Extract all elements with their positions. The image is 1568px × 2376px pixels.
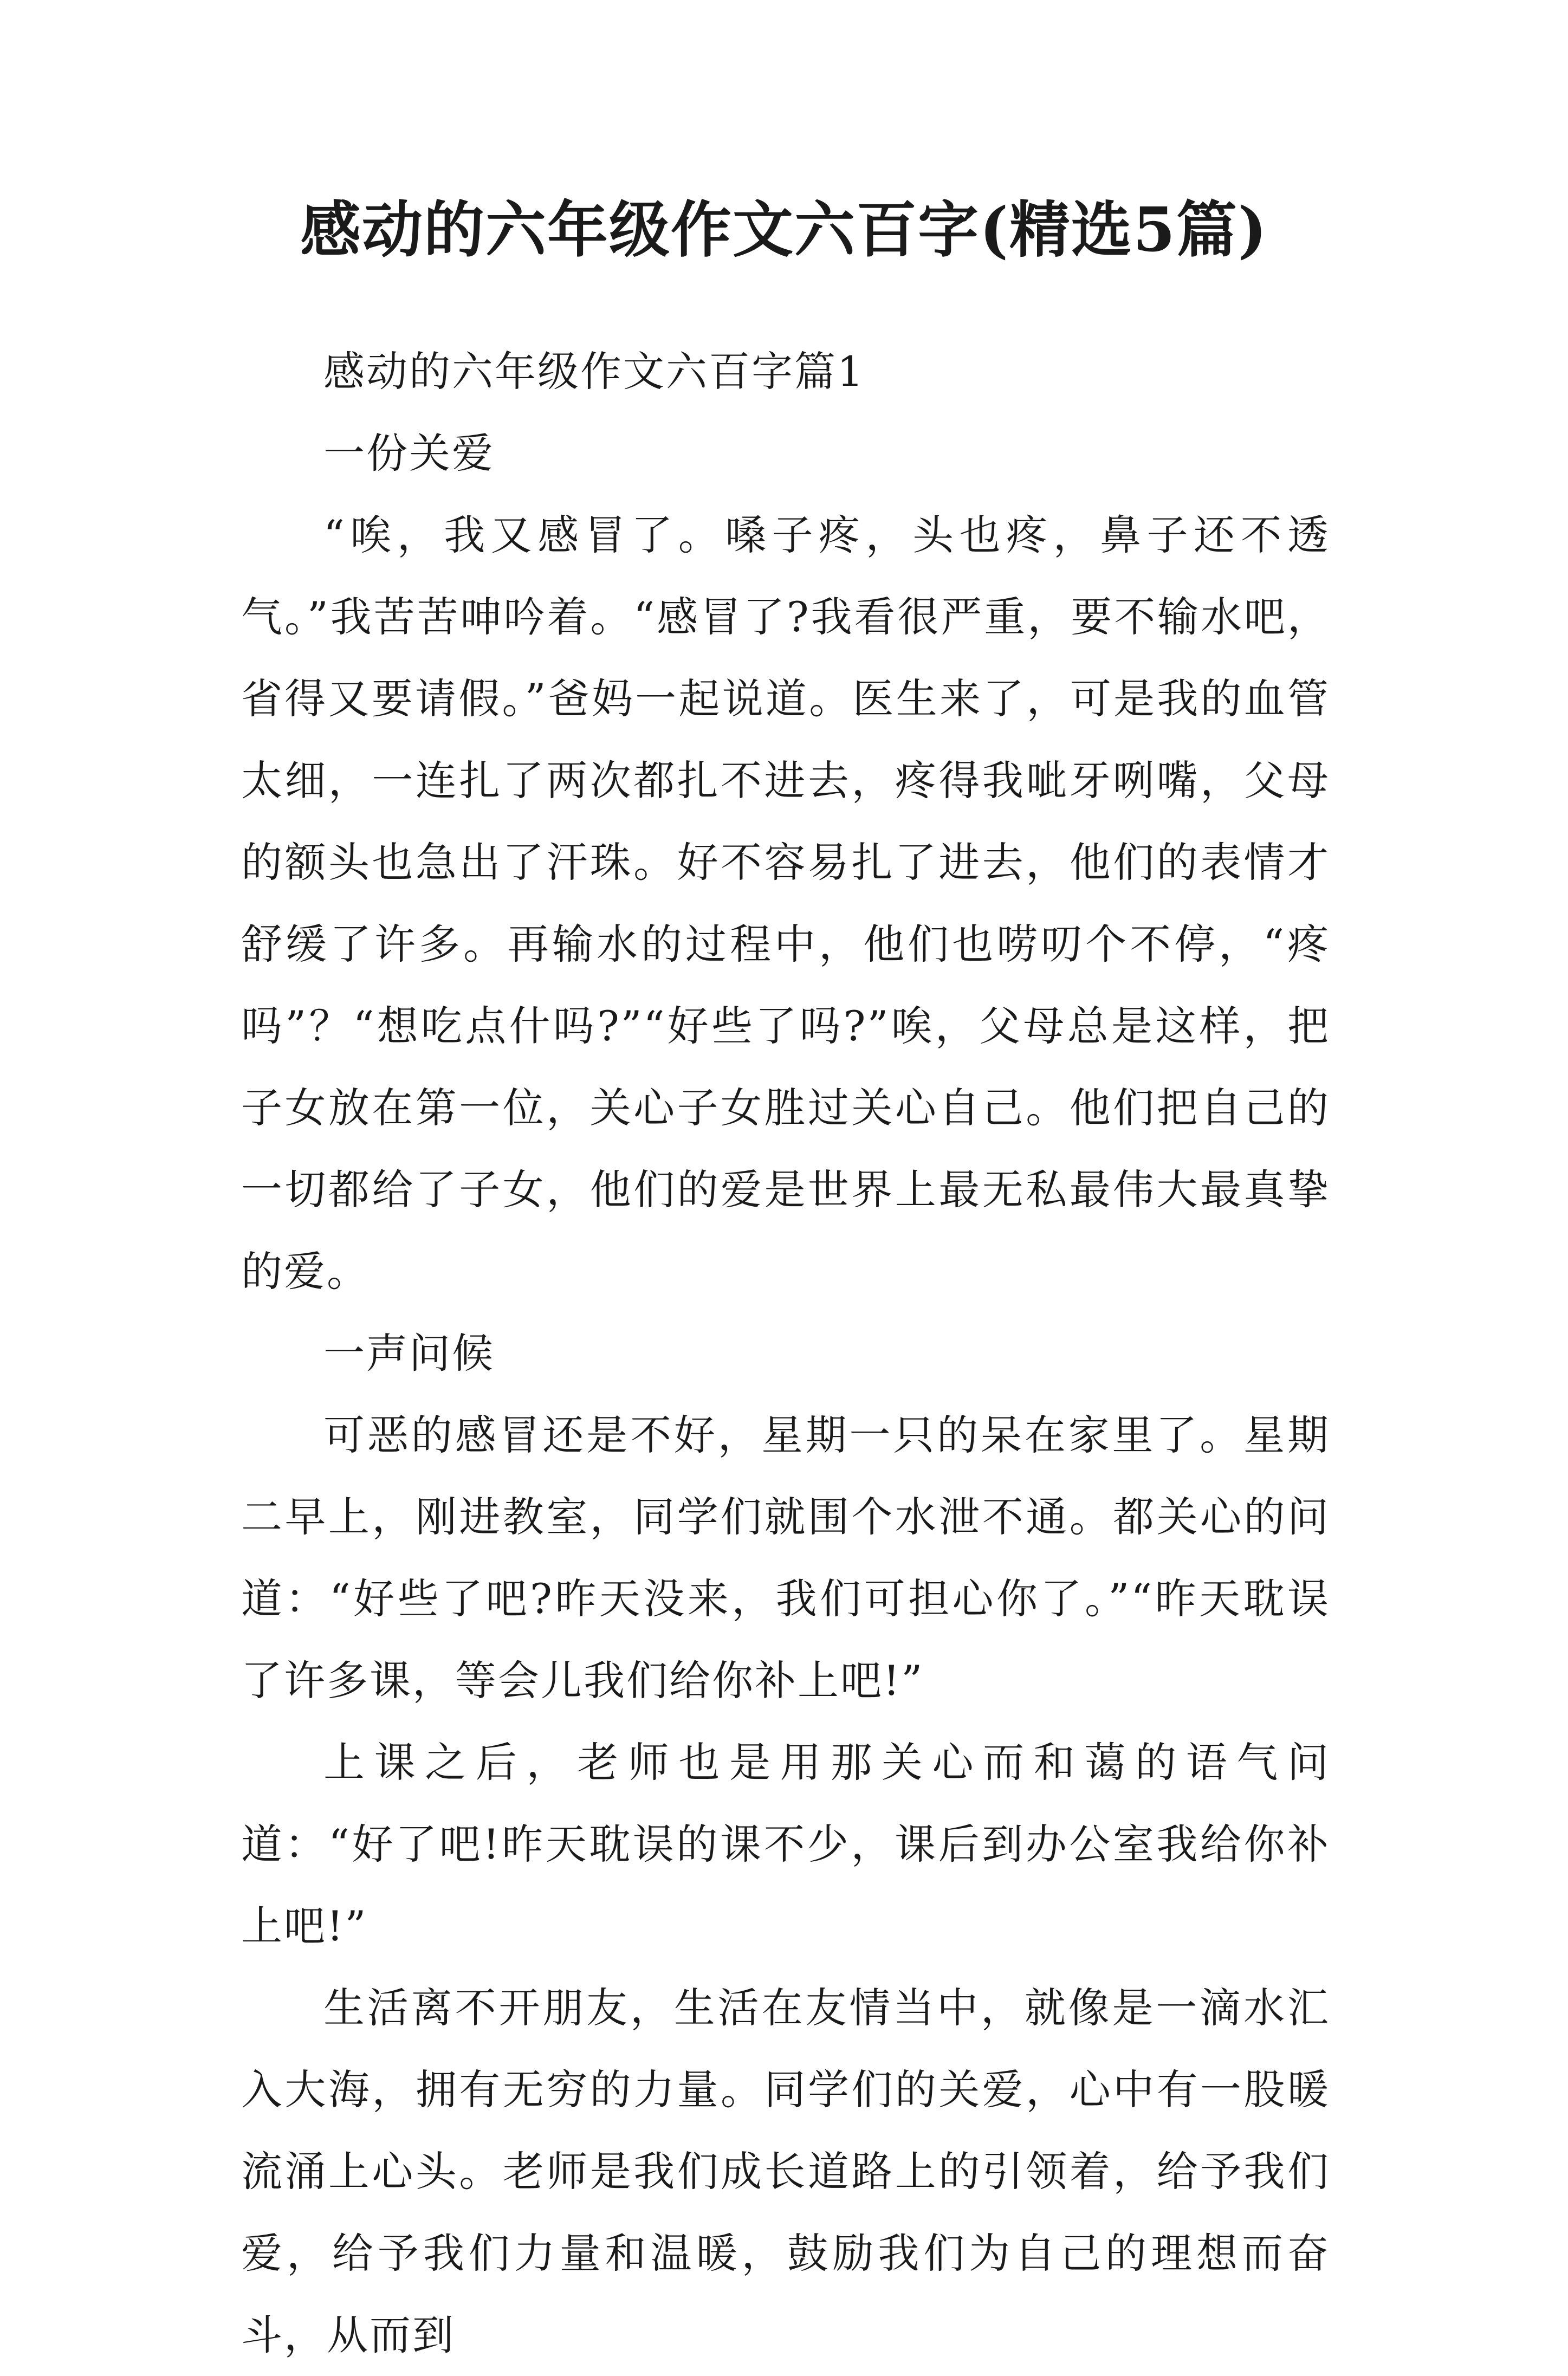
document-title: 感动的六年级作文六百字(精选5篇) bbox=[300, 195, 1268, 266]
section-heading: 感动的六年级作文六百字篇1 bbox=[323, 347, 865, 396]
body-paragraph: “唉，我又感冒了。嗓子疼，头也疼，鼻子还不透气。”我苦苦呻吟着。“感冒了?我看很严重，要不输水吧，省得又要请假。”爸妈一起说道。医生来了，可是我的血管太细，一连扎了两次都扎不进去，疼得我呲牙咧嘴，父母的额头也急出了汗珠。好不容易扎了进去，他们的表情才舒缓了许多。再输水的过程中，他们也唠叨个不停，“疼吗”？“想吃点什吗?”“好些了吗?”唉，父母总是这样，把子女放在第一位，关心子女胜过关心自己。他们把自己的一切都给了子女，他们的爱是世界上最无私最伟大最真挚的爱。 bbox=[241, 511, 1330, 1296]
body-paragraph: 可恶的感冒还是不好，星期一只的呆在家里了。星期二早上，刚进教室，同学们就围个水泄不通。都关心的问道：“好些了吧?昨天没来，我们可担心你了。”“昨天耽误了许多课，等会儿我们给你补上吧!” bbox=[241, 1411, 1330, 1705]
body-paragraph: 上课之后，老师也是用那关心而和蔼的语气问道：“好了吧!昨天耽误的课不少，课后到办公室我给你补上吧!” bbox=[241, 1738, 1330, 1950]
body-paragraph: 生活离不开朋友，生活在友情当中，就像是一滴水汇入大海，拥有无穷的力量。同学们的关爱，心中有一股暖流涌上心头。老师是我们成长道路上的引领着，给予我们爱，给予我们力量和温暖，鼓励我们为自己的理想而奋斗，从而到 bbox=[241, 1984, 1330, 2359]
document-body bbox=[241, 331, 1330, 2376]
subheading: 一份关爱 bbox=[323, 429, 495, 477]
subheading: 一声问候 bbox=[323, 1329, 495, 1377]
